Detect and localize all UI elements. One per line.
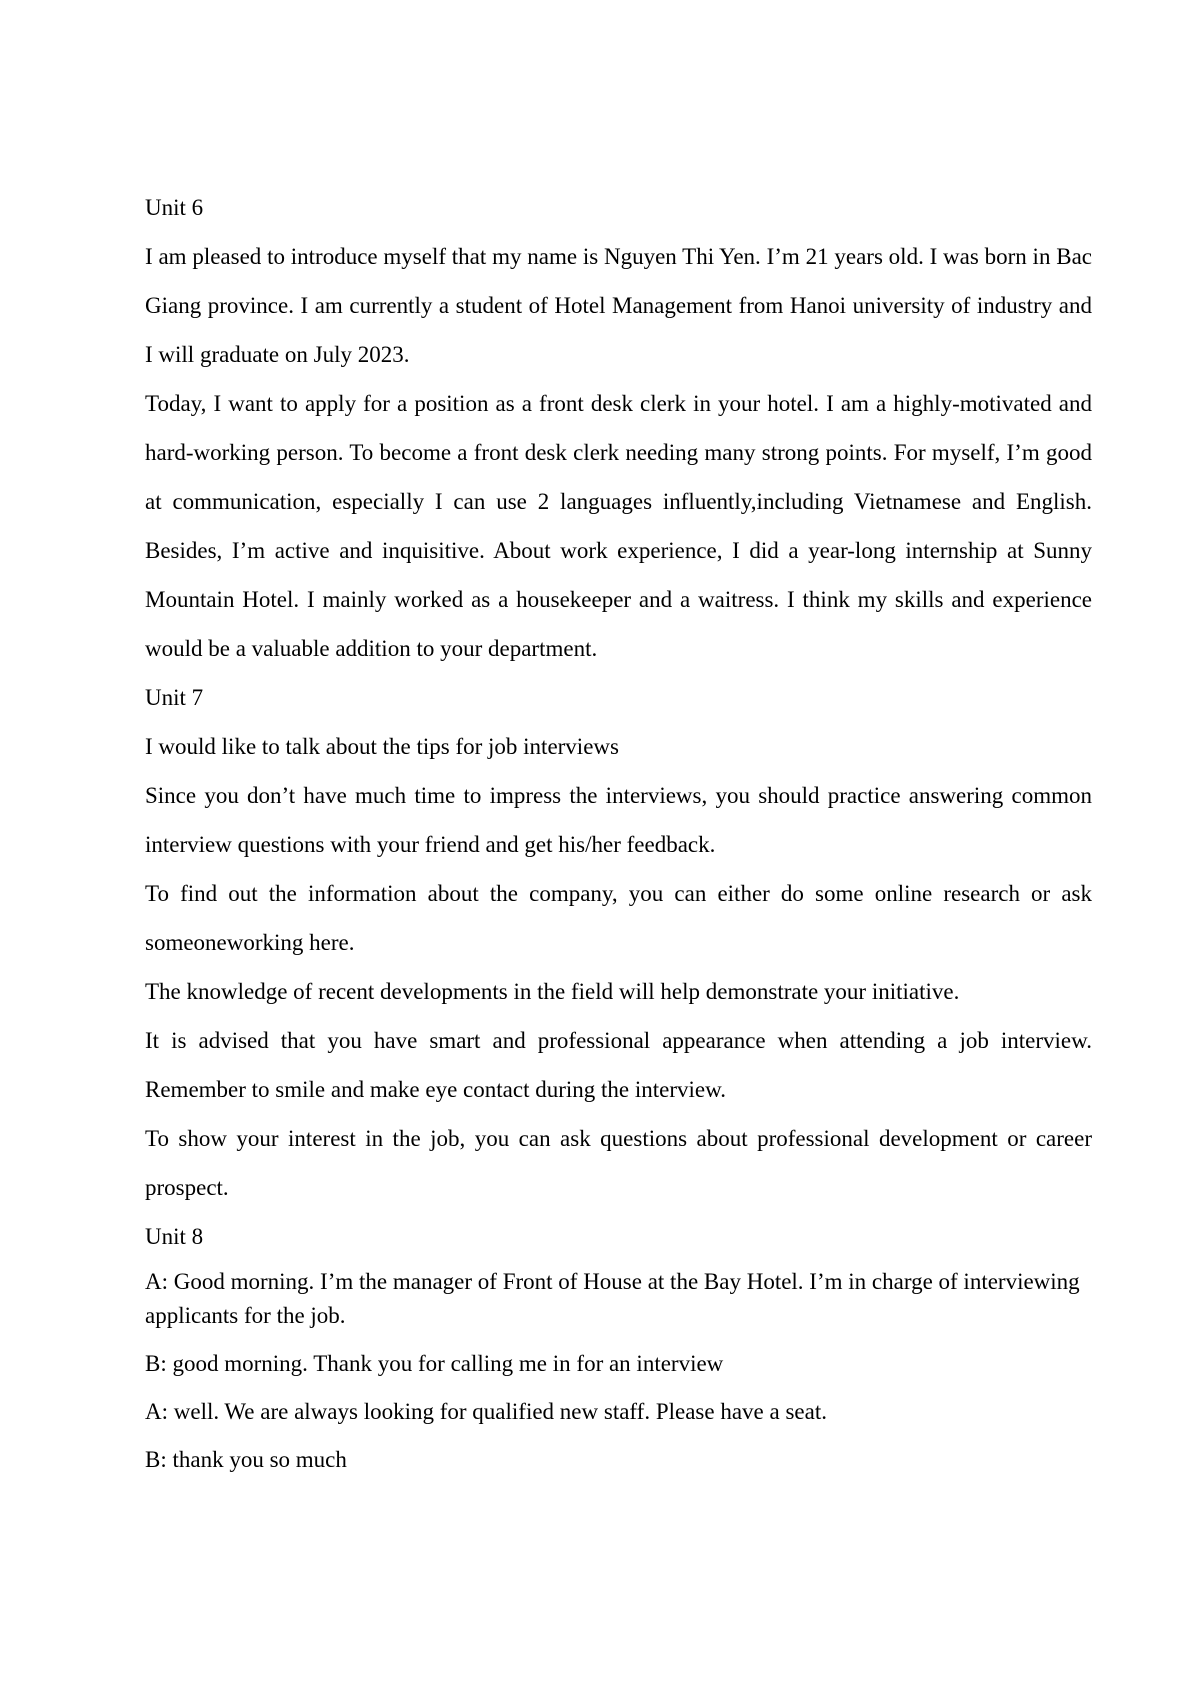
dialogue-line: A: well. We are always looking for qualified new staff. Please have a seat.: [145, 1399, 827, 1424]
unit-6-section: [145, 183, 1092, 673]
dialogue-line: B: good morning. Thank you for calling me in for an interview: [145, 1351, 724, 1376]
unit-6-paragraph-application: Today, I want to apply for a position as a front desk clerk in your hotel. I am a highly-motivated and hard-working person. To become a front desk clerk needing many strong points. For myself, I’m good at communication, especially I can use 2 languages influently,including Vietnamese and English. Besides, I’m active and inquisitive. About work experience, I did a year-long internship at Sunny Mountain Hotel. I mainly worked as a housekeeper and a waitress. I think my skills and experience would be a valuable addition to your department.: [145, 391, 1092, 661]
unit-7-heading: Unit 7: [145, 685, 204, 710]
unit-8-heading: Unit 8: [145, 1224, 204, 1249]
document-page: [145, 183, 1092, 1477]
unit-7-paragraph-topic: I would like to talk about the tips for job interviews: [145, 734, 619, 759]
unit-7-paragraph-knowledge: The knowledge of recent developments in the field will help demonstrate your initiative.: [145, 979, 960, 1004]
dialogue-line: A: Good morning. I’m the manager of Front of House at the Bay Hotel. I’m in charge of interviewing applicants for the job.: [145, 1269, 1080, 1328]
unit-7-paragraph-research: To find out the information about the company, you can either do some online research or ask someoneworking here.: [145, 881, 1092, 955]
unit-7-paragraph-interest: To show your interest in the job, you can ask questions about professional development or career prospect.: [145, 1126, 1092, 1200]
dialogue-line: B: thank you so much: [145, 1447, 347, 1472]
unit-6-heading: Unit 6: [145, 195, 204, 220]
unit-6-paragraph-intro: I am pleased to introduce myself that my name is Nguyen Thi Yen. I’m 21 years old. I was born in Bac Giang province. I am currently a student of Hotel Management from Hanoi university of industry and I will graduate on July 2023.: [145, 244, 1092, 367]
dialogue-list: [145, 1265, 1092, 1477]
unit-7-section: [145, 673, 1092, 1212]
unit-7-paragraph-appearance: It is advised that you have smart and professional appearance when attending a job interview. Remember to smile and make eye contact during the interview.: [145, 1028, 1092, 1102]
unit-8-section: [145, 1212, 1092, 1477]
unit-7-paragraph-practice: Since you don’t have much time to impress the interviews, you should practice answering common interview questions with your friend and get his/her feedback.: [145, 783, 1092, 857]
